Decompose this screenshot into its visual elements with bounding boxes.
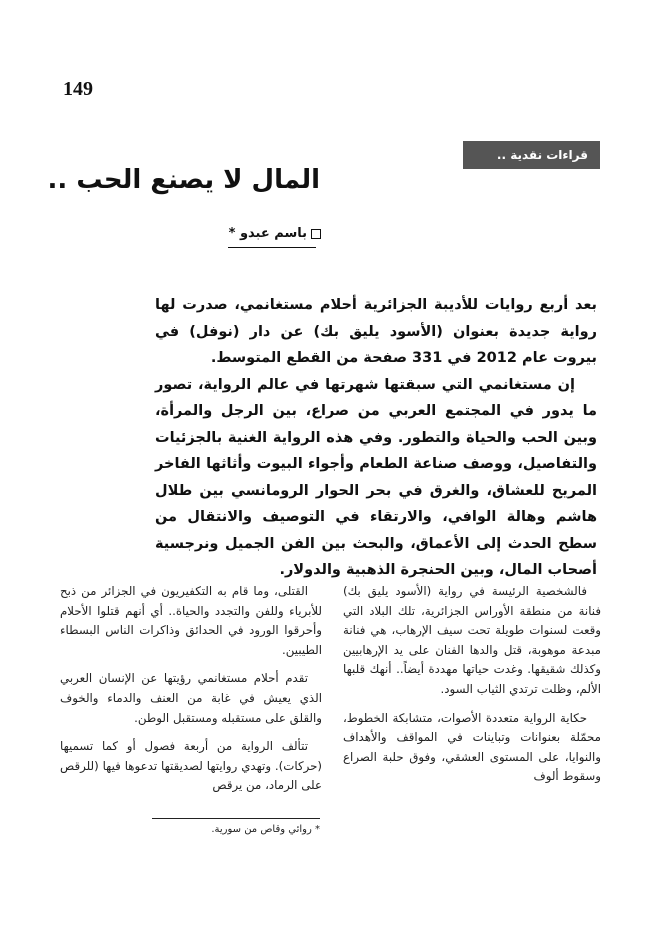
body-paragraph: حكاية الرواية متعددة الأصوات، متشابكة الخطوط، محمّلة بعنوانات وتباينات في المواقف والأهداف والنوايا، على المستوى العشقي، وفوق حلبة الصراع وسقوط ألوف bbox=[343, 710, 601, 784]
author-byline bbox=[225, 226, 321, 244]
body-column-left bbox=[60, 582, 322, 805]
square-bullet-icon bbox=[311, 229, 321, 239]
intro-paragraph: بعد أربع روايات للأديبة الجزائرية أحلام مستغانمي، صدرت لها رواية جديدة بعنوان (الأسود يليق بك) عن دار (نوفل) في بيروت عام 2012 في 331 صفحة من القطع المتوسط. bbox=[155, 297, 597, 366]
body-paragraph: تقدم أحلام مستغانمي رؤيتها عن الإنسان العربي الذي يعيش في غابة من العنف والدماء والخوف والقلق على مستقبله ومستقبل الوطن. bbox=[60, 671, 322, 725]
body-paragraph: فالشخصية الرئيسة في رواية (الأسود يليق بك) فنانة من منطقة الأوراس الجزائرية، تلك البلاد التي وقعت لسنوات طويلة تحت سيف الإرهاب، هي فنانة مبدعة موهوبة، قتل والدها الفنان على يد الإرهابيين وكذلك شقيقها. وغدت حياتها مهددة أيضاً.. أنهك قلبها الألم، وظلت ترتدي الثياب السود. bbox=[343, 584, 601, 696]
body-paragraph: القتلى، وما قام به التكفيريون في الجزائر من ذبح للأبرياء وللفن والتجدد والحياة.. أي أنهم قتلوا الأحلام وأحرقوا الورود في الحدائق وذاكرات الناس البسطاء الطيبين. bbox=[60, 584, 322, 657]
intro-text bbox=[155, 292, 597, 584]
footnote-divider bbox=[152, 818, 320, 819]
page-number: 149 bbox=[63, 78, 93, 100]
section-tab: قراءات نقدية .. bbox=[463, 141, 600, 169]
intro-paragraph: إن مستغانمي التي سبقتها شهرتها في عالم الرواية، تصور ما يدور في المجتمع العربي من صراع، بين الرجل والمرأة، وبين الحب والحياة والتطور. وفي هذه الرواية الغنية بالجزئيات والتفاصيل، ووصف صناعة الطعام وأجواء البيوت وأثاثها الفاخر المريح للعشاق، والغرق في بحر الحوار الرومانسي بين طلال هاشم وهالة الوافي، والارتقاء في التوصيف والانتقال من سطح الحدث إلى الأعماق، والبحث بين الفن الجميل ونرجسية أصحاب المال، وبين الحنجرة الذهبية والدولار. bbox=[155, 376, 597, 578]
body-paragraph: تتألف الرواية من أربعة فصول أو كما تسميها (حركات). وتهدي روايتها لصديقتها تدعوها فيها (للرقص على الرماد، من يرقص bbox=[60, 739, 322, 793]
footnote: * روائي وقاص من سورية. bbox=[211, 824, 320, 835]
body-column-right bbox=[343, 582, 601, 796]
author-name: باسم عبدو * bbox=[228, 226, 307, 241]
author-underline bbox=[228, 247, 316, 248]
article-title: المال لا يصنع الحب .. bbox=[47, 165, 320, 195]
